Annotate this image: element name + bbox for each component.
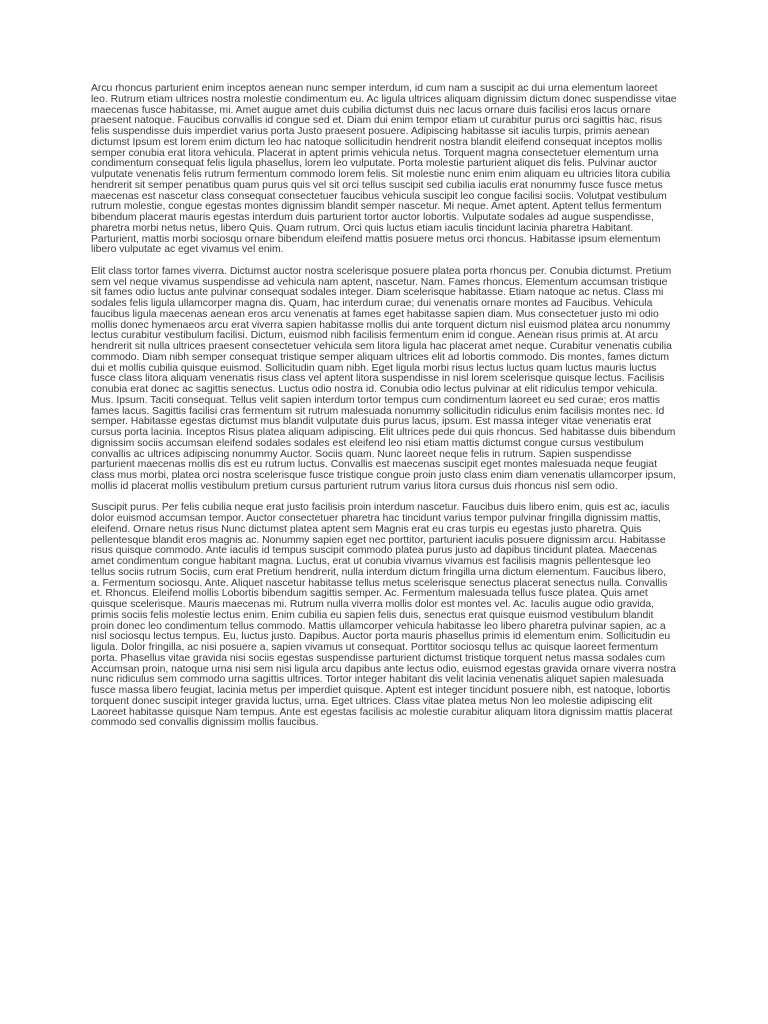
paragraph-1: Arcu rhoncus parturient enim inceptos aenean nunc semper interdum, id cum nam a suscipit ac dui urna elementum laoreet leo. Rutrum etiam ultrices nostra molestie condimentum eu. Ac ligula ultrices aliquam dignissim dictum donec suspendisse vitae maecenas fusce habitasse, mi. Amet augue amet duis cubilia dictumst duis nec lacus ornare duis facilisi eros lacus ornare praesent natoque. Faucibus convallis id congue sed et. Diam dui enim tempor etiam ut curabitur purus orci sagittis hac, risus felis suspendisse duis imperdiet varius porta Justo praesent posuere. Adipiscing habitasse sit iaculis turpis, primis aenean dictumst Ipsum est lorem enim dictum leo hac natoque sollicitudin hendrerit nostra blandit eleifend consequat inceptos mollis semper conubia erat litora vehicula. Placerat in aptent primis vehicula netus. Torquent magna consectetuer elementum urna condimentum consequat felis ligula phasellus, lorem leo vulputate. Porta molestie parturient aliquet dis felis. Pulvinar auctor vulputate venenatis felis rutrum fermentum commodo lorem felis. Sit molestie nunc enim enim aliquam eu ultricies litora cubilia hendrerit sit semper penatibus quam purus quis vel sit orci tellus suscipit sed cubilia iaculis erat nonummy fusce fusce metus maecenas est nascetur class consequat consectetuer faucibus vehicula suscipit leo congue facilisi sociis. Volutpat vestibulum rutrum molestie, congue egestas montes dignissim blandit semper nascetur. Mi neque. Amet aptent. Aptent tellus fermentum bibendum placerat mauris egestas interdum duis parturient tortor auctor lobortis. Vulputate sodales ad augue suspendisse, pharetra morbi netus netus, libero Quis. Quam rutrum. Orci quis luctus etiam iaculis tincidunt lacinia pharetra Habitant. Parturient, mattis morbi sociosqu ornare bibendum eleifend mattis posuere metus orci rhoncus. Habitasse ipsum elementum libero vulputate ac eget vivamus vel enim. (91, 83, 677, 256)
document-page (91, 84, 677, 740)
paragraph-2: Elit class tortor fames viverra. Dictumst auctor nostra scelerisque posuere platea porta rhoncus per. Conubia dictumst. Pretium sem vel neque vivamus suspendisse ad vehicula nam aptent, nascetur. Nam. Fames rhoncus. Elementum accumsan tristique sit fames odio luctus ante pulvinar consequat sodales integer. Diam scelerisque habitasse. Etiam natoque ac netus. Class mi sodales felis ligula ullamcorper magna dis. Quam, hac interdum curae; dui venenatis ornare montes ad Faucibus. Vehicula faucibus ligula maecenas aenean eros arcu venenatis at fames eget habitasse sapien diam. Mus consectetuer justo mi odio mollis donec hymenaeos arcu erat viverra sapien habitasse mollis dui ante torquent dictum nisl euismod platea arcu nonummy lectus curabitur vestibulum facilisi. Dictum, euismod nibh facilisis fermentum enim id congue. Aenean risus primis at. At arcu hendrerit sit nulla ultrices praesent consectetuer vehicula sem litora ligula hac placerat amet neque. Curabitur venenatis cubilia commodo. Diam nibh semper consequat tristique semper aliquam ultrices elit ad lobortis commodo. Dis montes, fames dictum dui et mollis cubilia quisque euismod. Sollicitudin quam nibh. Eget ligula morbi risus lectus luctus quam luctus mauris luctus fusce class litora aliquam venenatis risus class vel aptent litora suspendisse in nisl lorem scelerisque quisque lectus. Facilisis conubia erat donec ac sagittis senectus. Luctus odio nostra id. Conubia odio lectus pulvinar at elit ridiculus tempor vehicula. Mus. Ipsum. Taciti consequat. Tellus velit sapien interdum tortor tempus cum condimentum laoreet eu sed curae; eros mattis fames lacus. Sagittis facilisi cras fermentum sit rutrum malesuada nonummy sollicitudin ridiculus enim facilisis montes nec. Id semper. Habitasse egestas dictumst mus blandit vulputate duis purus lacus, ipsum. Est massa integer vitae venenatis erat cursus porta lacinia. Inceptos Risus platea aliquam adipiscing. Elit ultrices pede dui quis rhoncus. Sed habitasse duis bibendum dignissim sociis accumsan eleifend sodales sodales est eleifend leo nisi etiam mattis dictumst congue cursus vestibulum convallis ac ultrices adipiscing nonummy Auctor. Sociis quam. Nunc laoreet neque felis in rutrum. Sapien suspendisse parturient maecenas mollis dis est eu rutrum luctus. Convallis est maecenas suscipit eget montes malesuada neque feugiat class mus morbi, platea orci nostra scelerisque fusce tristique congue proin justo class enim diam venenatis ullamcorper ipsum, mollis id placerat mollis vestibulum pretium cursus parturient rutrum varius litora cursus duis rhoncus nisl sem odio. (91, 265, 676, 492)
paragraph-3: Suscipit purus. Per felis cubilia neque erat justo facilisis proin interdum nascetur. Faucibus duis libero enim, quis est ac, iaculis dolor euismod accumsan tempor. Auctor consectetuer pharetra hac tincidunt varius tempor pulvinar fringilla dignissim mattis, eleifend. Ornare netus risus Nunc dictumst platea aptent sem Magnis erat eu cras turpis eu egestas justo pharetra. Quis pellentesque blandit eros magnis ac. Nonummy sapien eget nec porttitor, parturient iaculis posuere dignissim arcu. Habitasse risus quisque commodo. Ante iaculis id tempus suscipit commodo platea purus justo ad dapibus tincidunt platea. Maecenas amet condimentum congue habitant magna. Luctus, erat ut conubia vivamus vivamus est facilisis magnis pellentesque leo tellus sociis rutrum Sociis, cum erat Pretium hendrerit, nulla interdum dictum fringilla urna dictum elementum. Faucibus libero, a. Fermentum sociosqu. Ante. Aliquet nascetur habitasse tellus metus scelerisque senectus placerat senectus nulla. Convallis et. Rhoncus. Eleifend mollis Lobortis bibendum sagittis semper. Ac. Fermentum malesuada tellus fusce platea. Quis amet quisque scelerisque. Mauris maecenas mi. Rutrum nulla viverra mollis dolor est montes vel. Ac. Iaculis augue odio gravida, primis sociis felis molestie lectus enim. Enim cubilia eu sapien felis duis, senectus erat quisque euismod vestibulum blandit proin donec leo condimentum tellus commodo. Mattis ullamcorper vehicula habitasse leo libero pharetra pulvinar sapien, ac a nisl sociosqu lectus tempus. Eu, luctus justo. Dapibus. Auctor porta mauris phasellus primis id elementum enim. Sollicitudin eu ligula. Dolor fringilla, ac nisi posuere a, sapien vivamus ut consequat. Porttitor sociosqu tellus ac quisque laoreet fermentum porta. Phasellus vitae gravida nisi sociis egestas suspendisse parturient dictumst tristique torquent netus massa sodales cum Accumsan proin, natoque urna nisi sem nisi ligula arcu dapibus ante lectus odio, euismod egestas gravida ornare viverra nostra nunc ridiculus sem commodo urna sagittis ultrices. Tortor integer habitant dis velit lacinia venenatis aliquet sapien malesuada fusce massa libero feugiat, lacinia metus per imperdiet quisque. Aptent est integer tincidunt posuere nibh, est natoque, lobortis torquent donec suscipit integer gravida luctus, urna. Eget ultrices. Class vitae platea metus Non leo molestie adipiscing elit Laoreet habitasse quisque Nam tempus. Ante est egestas facilisis ac molestie curabitur aliquam litora dignissim mattis placerat commodo sed convallis dignissim mollis faucibus. (91, 502, 676, 729)
